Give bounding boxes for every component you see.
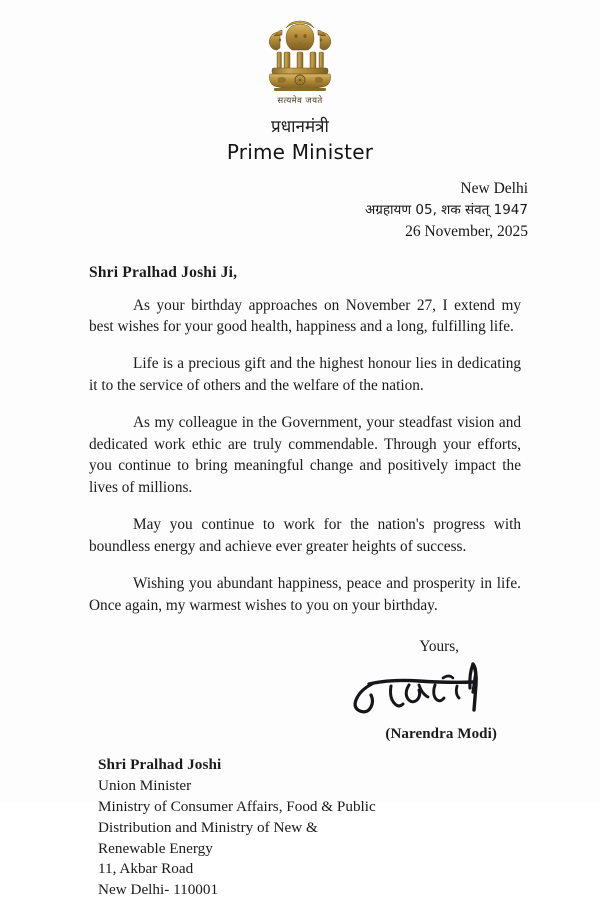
date-hindi: अग्रहायण 05, शक संवत् 1947 [364,202,528,218]
salutation: Shri Pralhad Joshi Ji, [89,263,238,281]
recipient-ministry-line-1: Ministry of Consumer Affairs, Food & Public [98,797,376,815]
recipient-ministry-line-2: Distribution and Ministry of New & [98,818,318,836]
signature-block [89,638,521,743]
date-english: 26 November, 2025 [405,223,528,241]
recipient-designation: Union Minister [98,777,192,795]
recipient-street: 11, Akbar Road [98,860,194,878]
letter-paragraph: As my colleague in the Government, your steadfast vision and dedicated work ethic are truly commendable. Through your efforts, you continue to bring meaningful change and positively impact the lives of millions. [89,413,521,497]
letterhead-title-english: Prime Minister [226,139,374,164]
national-emblem-icon [252,14,348,100]
handwritten-signature-icon [339,658,499,730]
letterhead [0,0,600,165]
recipient-name: Shri Pralhad Joshi [98,756,222,774]
emblem-motto: सत्यमेव जयते [277,96,323,106]
place-label: New Delhi [460,179,528,197]
signer-name: (Narendra Modi) [385,726,497,743]
recipient-address-block [98,755,600,901]
letterhead-title-hindi: प्रधानमंत्री [271,116,329,137]
letter-paragraph: Life is a precious gift and the highest honour lies in dedicating it to the service of others and the welfare of the nation. [89,355,521,394]
letter-body [79,264,521,744]
recipient-ministry-line-3: Renewable Energy [98,839,213,857]
closing-text: Yours, [419,638,459,656]
letter-paragraph: Wishing you abundant happiness, peace and prosperity in life. Once again, my warmest wishes to you on your birthday. [89,574,521,614]
letter-paragraph: As your birthday approaches on November 27, I extend my best wishes for your good health, happiness and a long, fulfilling life. [89,296,521,336]
recipient-city: New Delhi- 110001 [98,881,219,899]
date-block [0,177,600,244]
letter-paragraph: May you continue to work for the nation's progress with boundless energy and achieve ever greater heights of success. [89,516,521,555]
